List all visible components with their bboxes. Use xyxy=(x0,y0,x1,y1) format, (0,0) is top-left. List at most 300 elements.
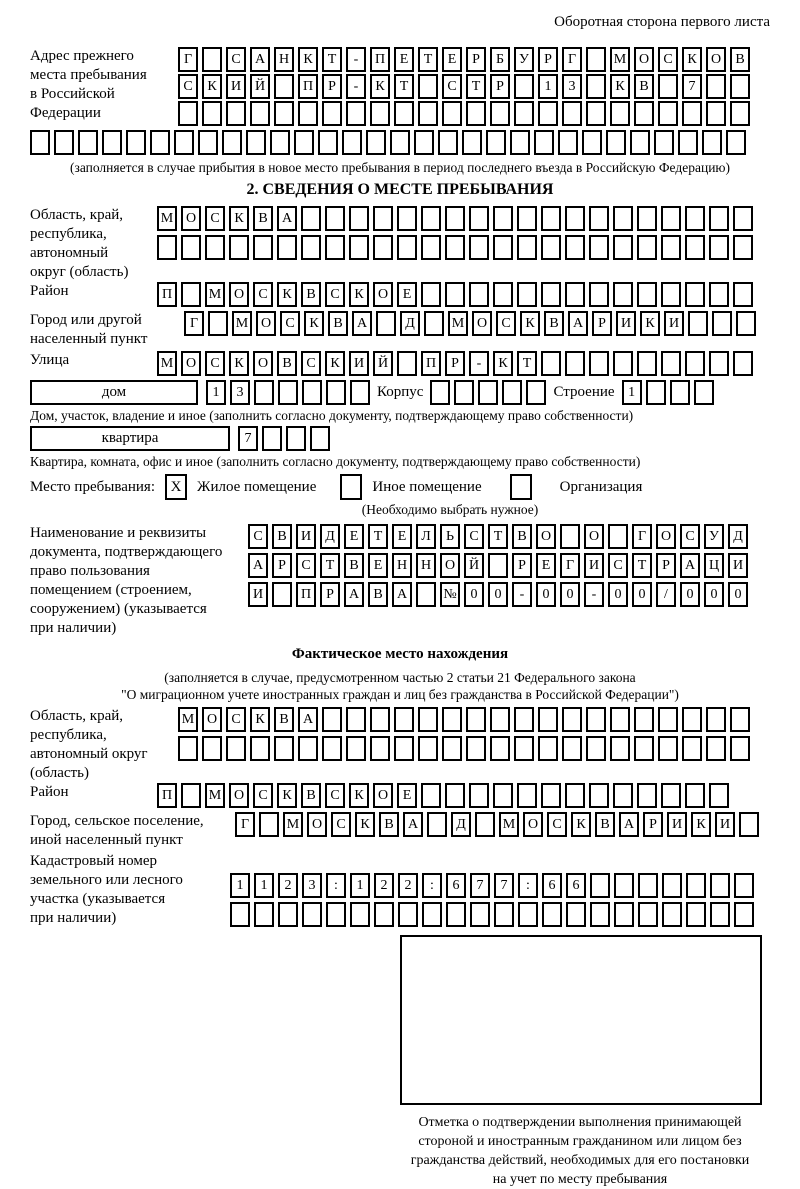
char-cell[interactable] xyxy=(294,130,314,155)
char-cell[interactable]: Е xyxy=(344,524,364,549)
char-cell[interactable]: Г xyxy=(235,812,255,837)
char-cell[interactable]: В xyxy=(512,524,532,549)
char-cell[interactable]: А xyxy=(277,206,297,231)
char-cell[interactable]: К xyxy=(349,783,369,808)
char-cell[interactable]: С xyxy=(331,812,351,837)
char-cell[interactable] xyxy=(421,206,441,231)
char-cell[interactable]: К xyxy=(355,812,375,837)
char-cell[interactable] xyxy=(685,282,705,307)
char-cell[interactable] xyxy=(394,101,414,126)
char-cell[interactable]: Т xyxy=(320,553,340,578)
char-cell[interactable]: Ь xyxy=(440,524,460,549)
char-cell[interactable] xyxy=(421,282,441,307)
char-cell[interactable]: О xyxy=(229,282,249,307)
char-cell[interactable] xyxy=(637,206,657,231)
char-cell[interactable] xyxy=(272,582,292,607)
char-cell[interactable] xyxy=(613,235,633,260)
char-cell[interactable]: Д xyxy=(320,524,340,549)
char-cell[interactable] xyxy=(565,235,585,260)
char-cell[interactable] xyxy=(414,130,434,155)
char-cell[interactable] xyxy=(670,380,690,405)
char-cell[interactable] xyxy=(613,783,633,808)
char-cell[interactable]: 0 xyxy=(488,582,508,607)
char-cell[interactable] xyxy=(301,206,321,231)
char-cell[interactable]: О xyxy=(523,812,543,837)
char-cell[interactable]: М xyxy=(205,282,225,307)
char-cell[interactable] xyxy=(565,783,585,808)
char-cell[interactable] xyxy=(709,206,729,231)
char-cell[interactable]: Г xyxy=(562,47,582,72)
char-cell[interactable] xyxy=(490,101,510,126)
char-cell[interactable] xyxy=(418,707,438,732)
char-cell[interactable] xyxy=(202,736,222,761)
char-cell[interactable] xyxy=(250,736,270,761)
char-cell[interactable]: - xyxy=(346,74,366,99)
char-cell[interactable]: Р xyxy=(490,74,510,99)
char-cell[interactable] xyxy=(469,783,489,808)
char-cell[interactable] xyxy=(397,351,417,376)
char-cell[interactable] xyxy=(610,736,630,761)
char-cell[interactable]: 7 xyxy=(682,74,702,99)
char-cell[interactable]: Т xyxy=(632,553,652,578)
char-cell[interactable] xyxy=(430,380,450,405)
char-cell[interactable]: Д xyxy=(400,311,420,336)
char-cell[interactable]: О xyxy=(253,351,273,376)
char-cell[interactable] xyxy=(226,736,246,761)
char-cell[interactable] xyxy=(325,235,345,260)
char-cell[interactable] xyxy=(514,736,534,761)
char-cell[interactable] xyxy=(174,130,194,155)
char-cell[interactable]: К xyxy=(493,351,513,376)
char-cell[interactable]: П xyxy=(157,783,177,808)
char-cell[interactable]: Д xyxy=(728,524,748,549)
char-cell[interactable]: К xyxy=(640,311,660,336)
char-cell[interactable]: Г xyxy=(178,47,198,72)
char-cell[interactable] xyxy=(586,47,606,72)
char-cell[interactable] xyxy=(518,902,538,927)
char-cell[interactable]: У xyxy=(514,47,534,72)
char-cell[interactable]: Т xyxy=(517,351,537,376)
char-cell[interactable] xyxy=(686,873,706,898)
char-cell[interactable] xyxy=(150,130,170,155)
char-cell[interactable] xyxy=(538,736,558,761)
char-cell[interactable]: К xyxy=(520,311,540,336)
char-cell[interactable]: 1 xyxy=(538,74,558,99)
char-cell[interactable]: 2 xyxy=(278,873,298,898)
char-cell[interactable]: К xyxy=(250,707,270,732)
char-cell[interactable] xyxy=(565,282,585,307)
char-cell[interactable] xyxy=(370,101,390,126)
char-cell[interactable] xyxy=(157,235,177,260)
char-cell[interactable] xyxy=(229,235,249,260)
char-cell[interactable] xyxy=(586,74,606,99)
char-cell[interactable] xyxy=(560,524,580,549)
char-cell[interactable] xyxy=(475,812,495,837)
char-cell[interactable] xyxy=(416,582,436,607)
char-cell[interactable]: 0 xyxy=(728,582,748,607)
char-cell[interactable] xyxy=(198,130,218,155)
char-cell[interactable] xyxy=(486,130,506,155)
char-cell[interactable] xyxy=(682,736,702,761)
char-cell[interactable]: С xyxy=(325,282,345,307)
char-cell[interactable] xyxy=(445,206,465,231)
char-cell[interactable] xyxy=(658,736,678,761)
char-cell[interactable] xyxy=(427,812,447,837)
char-cell[interactable]: Р xyxy=(445,351,465,376)
char-cell[interactable] xyxy=(181,282,201,307)
char-cell[interactable] xyxy=(613,282,633,307)
char-cell[interactable] xyxy=(346,707,366,732)
char-cell[interactable] xyxy=(478,380,498,405)
char-cell[interactable] xyxy=(558,130,578,155)
char-cell[interactable]: У xyxy=(704,524,724,549)
char-cell[interactable] xyxy=(342,130,362,155)
char-cell[interactable]: Б xyxy=(490,47,510,72)
char-cell[interactable]: И xyxy=(226,74,246,99)
char-cell[interactable] xyxy=(346,101,366,126)
char-cell[interactable] xyxy=(454,380,474,405)
char-cell[interactable]: - xyxy=(469,351,489,376)
char-cell[interactable]: Е xyxy=(536,553,556,578)
house-type-box[interactable]: дом xyxy=(30,380,198,405)
char-cell[interactable]: М xyxy=(283,812,303,837)
char-cell[interactable] xyxy=(370,736,390,761)
char-cell[interactable]: Т xyxy=(368,524,388,549)
char-cell[interactable]: К xyxy=(349,282,369,307)
char-cell[interactable] xyxy=(606,130,626,155)
char-cell[interactable] xyxy=(442,736,462,761)
char-cell[interactable] xyxy=(589,351,609,376)
char-cell[interactable] xyxy=(685,206,705,231)
char-cell[interactable]: О xyxy=(536,524,556,549)
char-cell[interactable] xyxy=(541,783,561,808)
char-cell[interactable] xyxy=(686,902,706,927)
char-cell[interactable]: В xyxy=(730,47,750,72)
char-cell[interactable]: М xyxy=(232,311,252,336)
char-cell[interactable] xyxy=(376,311,396,336)
char-cell[interactable] xyxy=(710,873,730,898)
char-cell[interactable] xyxy=(469,206,489,231)
char-cell[interactable] xyxy=(590,902,610,927)
apartment-type-box[interactable]: квартира xyxy=(30,426,230,451)
char-cell[interactable]: 1 xyxy=(350,873,370,898)
char-cell[interactable] xyxy=(661,235,681,260)
char-cell[interactable]: Г xyxy=(184,311,204,336)
char-cell[interactable]: М xyxy=(499,812,519,837)
char-cell[interactable] xyxy=(490,736,510,761)
char-cell[interactable]: Н xyxy=(392,553,412,578)
char-cell[interactable] xyxy=(466,736,486,761)
char-cell[interactable]: О xyxy=(181,351,201,376)
char-cell[interactable]: : xyxy=(326,873,346,898)
char-cell[interactable]: 0 xyxy=(704,582,724,607)
char-cell[interactable]: Е xyxy=(397,783,417,808)
char-cell[interactable] xyxy=(733,351,753,376)
char-cell[interactable] xyxy=(178,101,198,126)
char-cell[interactable]: О xyxy=(202,707,222,732)
char-cell[interactable] xyxy=(325,206,345,231)
char-cell[interactable] xyxy=(493,235,513,260)
char-cell[interactable]: / xyxy=(656,582,676,607)
char-cell[interactable]: К xyxy=(229,206,249,231)
char-cell[interactable]: 1 xyxy=(230,873,250,898)
char-cell[interactable]: Т xyxy=(488,524,508,549)
char-cell[interactable] xyxy=(502,380,522,405)
char-cell[interactable] xyxy=(421,235,441,260)
char-cell[interactable]: В xyxy=(272,524,292,549)
char-cell[interactable]: К xyxy=(682,47,702,72)
char-cell[interactable]: В xyxy=(379,812,399,837)
char-cell[interactable] xyxy=(654,130,674,155)
char-cell[interactable] xyxy=(418,74,438,99)
char-cell[interactable] xyxy=(586,736,606,761)
char-cell[interactable] xyxy=(54,130,74,155)
char-cell[interactable] xyxy=(637,235,657,260)
char-cell[interactable]: Г xyxy=(632,524,652,549)
char-cell[interactable] xyxy=(710,902,730,927)
char-cell[interactable] xyxy=(494,902,514,927)
char-cell[interactable]: А xyxy=(250,47,270,72)
char-cell[interactable] xyxy=(541,351,561,376)
char-cell[interactable]: Д xyxy=(451,812,471,837)
char-cell[interactable]: С xyxy=(325,783,345,808)
char-cell[interactable]: Р xyxy=(320,582,340,607)
char-cell[interactable] xyxy=(418,736,438,761)
char-cell[interactable] xyxy=(350,902,370,927)
char-cell[interactable]: В xyxy=(274,707,294,732)
char-cell[interactable] xyxy=(274,101,294,126)
char-cell[interactable]: Р xyxy=(272,553,292,578)
char-cell[interactable] xyxy=(445,783,465,808)
char-cell[interactable] xyxy=(181,235,201,260)
char-cell[interactable]: И xyxy=(349,351,369,376)
char-cell[interactable]: 6 xyxy=(542,873,562,898)
char-cell[interactable]: П xyxy=(157,282,177,307)
char-cell[interactable] xyxy=(706,74,726,99)
char-cell[interactable]: О xyxy=(229,783,249,808)
char-cell[interactable] xyxy=(613,351,633,376)
char-cell[interactable]: С xyxy=(205,206,225,231)
char-cell[interactable]: В xyxy=(544,311,564,336)
char-cell[interactable] xyxy=(538,707,558,732)
char-cell[interactable] xyxy=(421,783,441,808)
char-cell[interactable]: 6 xyxy=(566,873,586,898)
char-cell[interactable] xyxy=(517,235,537,260)
char-cell[interactable] xyxy=(706,736,726,761)
char-cell[interactable]: О xyxy=(181,206,201,231)
char-cell[interactable] xyxy=(394,707,414,732)
char-cell[interactable] xyxy=(205,235,225,260)
char-cell[interactable]: С xyxy=(680,524,700,549)
char-cell[interactable] xyxy=(394,736,414,761)
char-cell[interactable] xyxy=(278,902,298,927)
char-cell[interactable] xyxy=(397,206,417,231)
char-cell[interactable] xyxy=(230,902,250,927)
char-cell[interactable]: В xyxy=(328,311,348,336)
char-cell[interactable] xyxy=(366,130,386,155)
char-cell[interactable] xyxy=(565,351,585,376)
char-cell[interactable] xyxy=(614,902,634,927)
char-cell[interactable]: О xyxy=(472,311,492,336)
char-cell[interactable] xyxy=(688,311,708,336)
char-cell[interactable]: В xyxy=(277,351,297,376)
char-cell[interactable] xyxy=(253,235,273,260)
char-cell[interactable] xyxy=(250,101,270,126)
char-cell[interactable] xyxy=(370,707,390,732)
char-cell[interactable] xyxy=(562,707,582,732)
char-cell[interactable] xyxy=(726,130,746,155)
char-cell[interactable] xyxy=(442,101,462,126)
char-cell[interactable]: Т xyxy=(418,47,438,72)
char-cell[interactable] xyxy=(694,380,714,405)
char-cell[interactable]: Р xyxy=(322,74,342,99)
char-cell[interactable]: С xyxy=(205,351,225,376)
char-cell[interactable] xyxy=(582,130,602,155)
char-cell[interactable] xyxy=(208,311,228,336)
char-cell[interactable]: О xyxy=(584,524,604,549)
char-cell[interactable] xyxy=(682,707,702,732)
char-cell[interactable] xyxy=(658,74,678,99)
char-cell[interactable]: М xyxy=(205,783,225,808)
char-cell[interactable]: М xyxy=(157,351,177,376)
char-cell[interactable]: П xyxy=(298,74,318,99)
char-cell[interactable]: И xyxy=(715,812,735,837)
char-cell[interactable]: Ц xyxy=(704,553,724,578)
char-cell[interactable] xyxy=(706,707,726,732)
char-cell[interactable] xyxy=(517,206,537,231)
char-cell[interactable] xyxy=(181,783,201,808)
char-cell[interactable]: 3 xyxy=(562,74,582,99)
char-cell[interactable] xyxy=(685,351,705,376)
char-cell[interactable] xyxy=(277,235,297,260)
char-cell[interactable]: С xyxy=(608,553,628,578)
char-cell[interactable] xyxy=(262,426,282,451)
char-cell[interactable] xyxy=(630,130,650,155)
char-cell[interactable] xyxy=(538,101,558,126)
char-cell[interactable] xyxy=(469,235,489,260)
char-cell[interactable] xyxy=(562,101,582,126)
char-cell[interactable]: С xyxy=(496,311,516,336)
char-cell[interactable] xyxy=(566,902,586,927)
char-cell[interactable]: В xyxy=(368,582,388,607)
char-cell[interactable] xyxy=(346,736,366,761)
char-cell[interactable]: В xyxy=(634,74,654,99)
char-cell[interactable]: Г xyxy=(560,553,580,578)
char-cell[interactable]: О xyxy=(656,524,676,549)
char-cell[interactable]: Й xyxy=(464,553,484,578)
char-cell[interactable] xyxy=(469,282,489,307)
char-cell[interactable]: О xyxy=(373,783,393,808)
char-cell[interactable]: Й xyxy=(250,74,270,99)
char-cell[interactable] xyxy=(442,707,462,732)
char-cell[interactable] xyxy=(30,130,50,155)
char-cell[interactable] xyxy=(634,707,654,732)
char-cell[interactable]: О xyxy=(634,47,654,72)
char-cell[interactable] xyxy=(274,736,294,761)
char-cell[interactable] xyxy=(658,101,678,126)
char-cell[interactable] xyxy=(246,130,266,155)
char-cell[interactable] xyxy=(734,873,754,898)
char-cell[interactable] xyxy=(534,130,554,155)
char-cell[interactable]: 0 xyxy=(536,582,556,607)
char-cell[interactable]: С xyxy=(442,74,462,99)
char-cell[interactable]: К xyxy=(325,351,345,376)
char-cell[interactable]: Р xyxy=(592,311,612,336)
char-cell[interactable]: Т xyxy=(394,74,414,99)
char-cell[interactable]: П xyxy=(296,582,316,607)
char-cell[interactable]: 1 xyxy=(254,873,274,898)
char-cell[interactable]: А xyxy=(344,582,364,607)
char-cell[interactable]: М xyxy=(178,707,198,732)
char-cell[interactable] xyxy=(661,206,681,231)
char-cell[interactable] xyxy=(541,206,561,231)
char-cell[interactable]: К xyxy=(229,351,249,376)
char-cell[interactable]: № xyxy=(440,582,460,607)
char-cell[interactable]: К xyxy=(610,74,630,99)
char-cell[interactable] xyxy=(350,380,370,405)
char-cell[interactable] xyxy=(178,736,198,761)
char-cell[interactable] xyxy=(445,282,465,307)
char-cell[interactable] xyxy=(326,380,346,405)
char-cell[interactable]: - xyxy=(346,47,366,72)
char-cell[interactable]: Т xyxy=(322,47,342,72)
char-cell[interactable] xyxy=(730,74,750,99)
char-cell[interactable] xyxy=(466,707,486,732)
char-cell[interactable]: К xyxy=(277,783,297,808)
char-cell[interactable]: К xyxy=(571,812,591,837)
char-cell[interactable]: 0 xyxy=(680,582,700,607)
char-cell[interactable]: 2 xyxy=(374,873,394,898)
char-cell[interactable] xyxy=(302,380,322,405)
char-cell[interactable] xyxy=(526,380,546,405)
char-cell[interactable] xyxy=(734,902,754,927)
char-cell[interactable]: Т xyxy=(466,74,486,99)
char-cell[interactable]: 6 xyxy=(446,873,466,898)
char-cell[interactable]: Е xyxy=(368,553,388,578)
char-cell[interactable] xyxy=(298,101,318,126)
char-cell[interactable]: : xyxy=(422,873,442,898)
char-cell[interactable] xyxy=(730,736,750,761)
char-cell[interactable] xyxy=(514,707,534,732)
char-cell[interactable] xyxy=(637,351,657,376)
char-cell[interactable] xyxy=(542,902,562,927)
char-cell[interactable] xyxy=(490,707,510,732)
char-cell[interactable] xyxy=(446,902,466,927)
char-cell[interactable]: Л xyxy=(416,524,436,549)
char-cell[interactable] xyxy=(390,130,410,155)
char-cell[interactable] xyxy=(202,101,222,126)
char-cell[interactable] xyxy=(634,736,654,761)
char-cell[interactable] xyxy=(278,380,298,405)
char-cell[interactable]: К xyxy=(304,311,324,336)
char-cell[interactable]: М xyxy=(157,206,177,231)
char-cell[interactable] xyxy=(373,235,393,260)
char-cell[interactable] xyxy=(418,101,438,126)
char-cell[interactable]: Р xyxy=(512,553,532,578)
char-cell[interactable]: О xyxy=(307,812,327,837)
char-cell[interactable]: 0 xyxy=(464,582,484,607)
char-cell[interactable]: Е xyxy=(397,282,417,307)
char-cell[interactable] xyxy=(733,282,753,307)
char-cell[interactable]: А xyxy=(298,707,318,732)
char-cell[interactable] xyxy=(658,707,678,732)
char-cell[interactable] xyxy=(685,783,705,808)
char-cell[interactable] xyxy=(662,902,682,927)
char-cell[interactable] xyxy=(349,235,369,260)
char-cell[interactable]: П xyxy=(421,351,441,376)
char-cell[interactable] xyxy=(470,902,490,927)
char-cell[interactable] xyxy=(514,101,534,126)
